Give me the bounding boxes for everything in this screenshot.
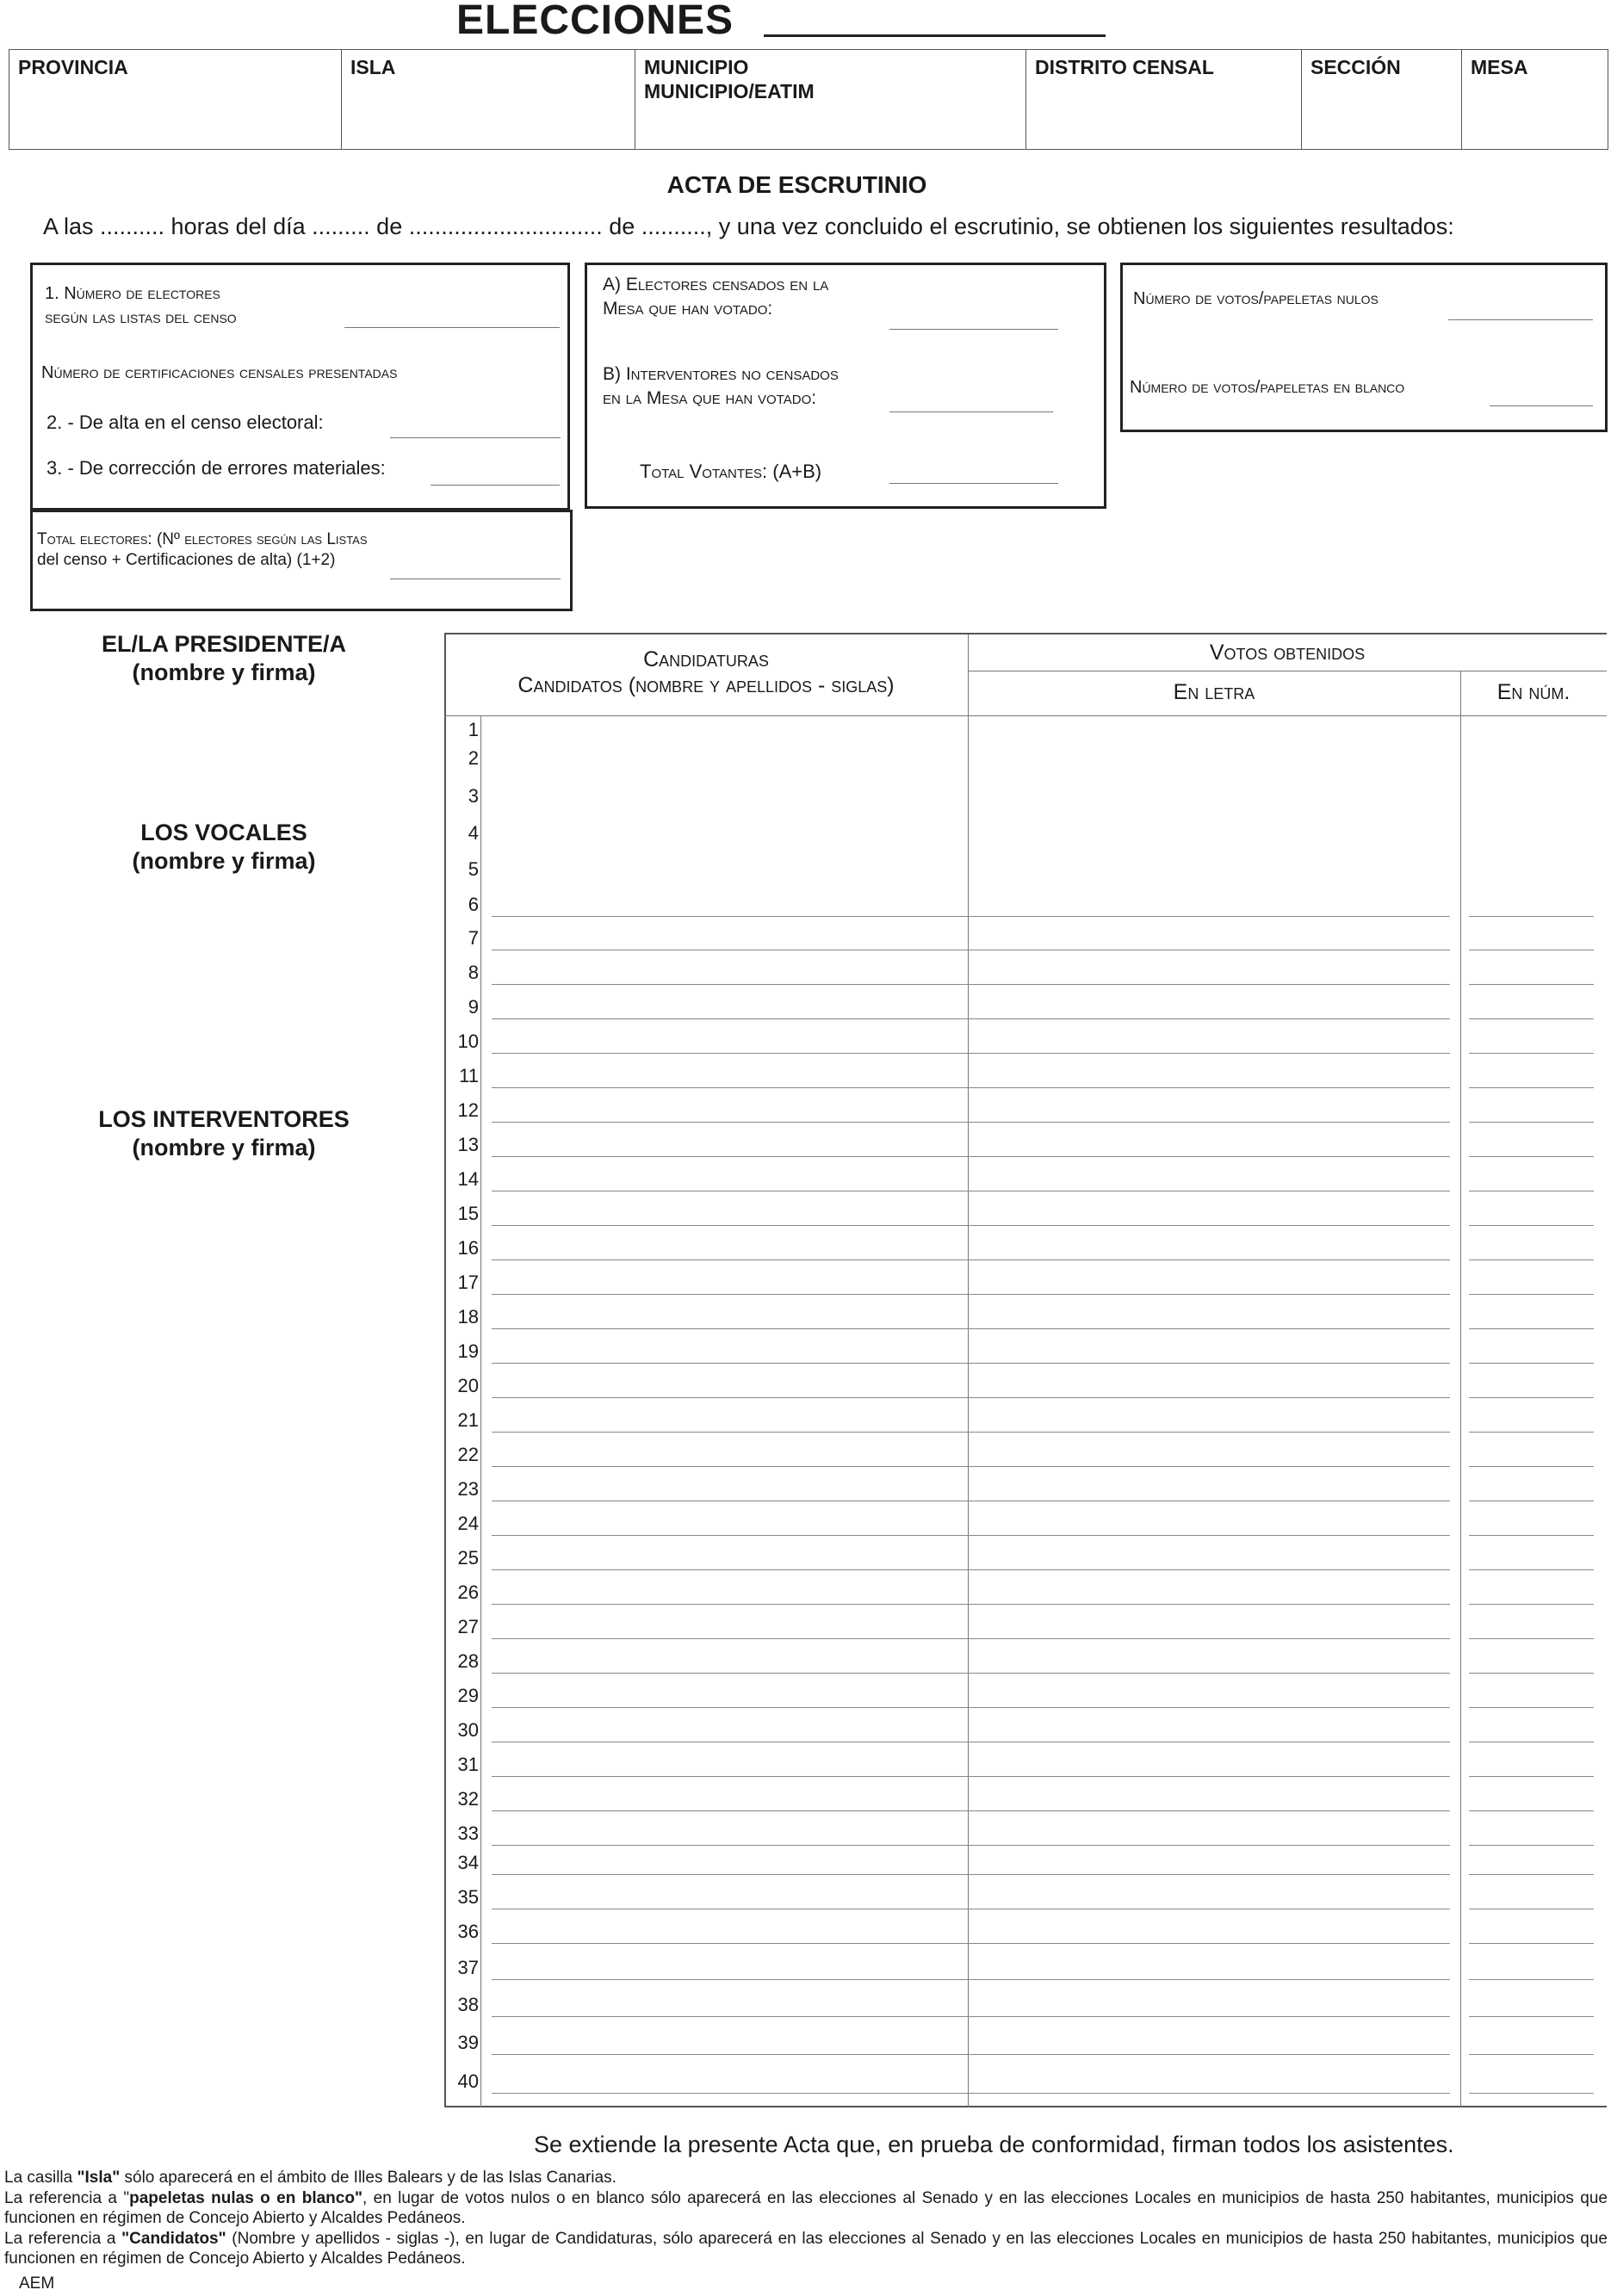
votos-letra-field[interactable]	[976, 1569, 1450, 1570]
presidente-signature	[0, 630, 448, 687]
votos-letra-field[interactable]	[976, 2054, 1450, 2055]
votos-letra-field[interactable]	[976, 1018, 1450, 1019]
en-num-header: En núm.	[1496, 680, 1571, 704]
votos-letra-field[interactable]	[976, 1535, 1450, 1536]
row-number: 10	[457, 1030, 479, 1052]
total-electores-text-1: Total electores: (Nº electores según las Listas	[37, 530, 368, 548]
votantes-a-1: A) Electores censados en la	[603, 275, 829, 294]
votos-blanco-label: Número de votos/papeletas en blanco	[1130, 378, 1405, 397]
note-isla-bold: "Isla"	[77, 2169, 121, 2187]
row-number: 33	[457, 1823, 479, 1844]
votos-num-field[interactable]	[1469, 1979, 1594, 1980]
total-electores-label-2: del censo + Certificaciones de alta) (1+2)	[37, 551, 336, 569]
interventores-signature	[0, 1105, 448, 1162]
votos-num-field[interactable]	[1469, 1707, 1594, 1708]
votos-letra-field[interactable]	[976, 1466, 1450, 1467]
note-isla	[4, 2168, 1608, 2188]
row-number: 32	[457, 1788, 479, 1810]
electores-label-1: 1. Número de electores	[45, 284, 220, 303]
row-number: 24	[457, 1513, 479, 1534]
votos-letra-field[interactable]	[976, 1328, 1450, 1329]
votos-letra-field[interactable]	[976, 1397, 1450, 1398]
votos-num-field[interactable]	[1469, 1432, 1594, 1433]
correccion-label: 3. - De corrección de errores materiales:	[46, 457, 386, 479]
total-votantes-label: Total Votantes: (A+B)	[640, 461, 822, 482]
note-papeletas-pre: La referencia a "	[4, 2189, 130, 2207]
votos-num-field[interactable]	[1469, 1638, 1594, 1639]
row-number: 35	[457, 1886, 479, 1908]
votos-letra-field[interactable]	[976, 1432, 1450, 1433]
votos-letra-field[interactable]	[976, 1087, 1450, 1088]
votos-num-field[interactable]	[1469, 1943, 1594, 1944]
votantes-a-2: Mesa que han votado:	[603, 299, 773, 319]
votos-num-field[interactable]	[1469, 1328, 1594, 1329]
row-number: 20	[457, 1375, 479, 1396]
votos-num-field[interactable]	[1469, 2093, 1594, 2094]
seccion-cell[interactable]	[1302, 50, 1462, 149]
row-number: 8	[468, 962, 479, 983]
total-electores-label-1	[37, 529, 368, 550]
alta-label: 2. - De alta en el censo electoral:	[46, 412, 324, 433]
votos-letra-field[interactable]	[976, 1673, 1450, 1674]
mesa-cell[interactable]	[1462, 50, 1608, 149]
row-number: 12	[457, 1099, 479, 1121]
row-number: 31	[457, 1754, 479, 1775]
row-number: 2	[468, 747, 479, 769]
row-number: 26	[457, 1581, 479, 1603]
provincia-label: PROVINCIA	[18, 56, 128, 78]
row-number: 16	[457, 1237, 479, 1259]
candidaturas-table	[444, 633, 1607, 2107]
row-number: 13	[457, 1134, 479, 1155]
isla-cell[interactable]	[342, 50, 635, 149]
votos-letra-field[interactable]	[976, 1707, 1450, 1708]
votos-num-field[interactable]	[1469, 1363, 1594, 1364]
vocales-title: LOS VOCALES	[140, 820, 307, 845]
row-number: 25	[457, 1547, 479, 1569]
votos-letra-field[interactable]	[976, 1294, 1450, 1295]
row-number: 40	[457, 2070, 479, 2092]
electores-field[interactable]	[344, 327, 560, 328]
note-isla-pre: La casilla	[4, 2169, 77, 2187]
votos-num-field[interactable]	[1469, 984, 1594, 985]
votos-num-field[interactable]	[1469, 1604, 1594, 1605]
votos-letra-field[interactable]	[976, 1874, 1450, 1875]
votos-letra-field[interactable]	[976, 1259, 1450, 1260]
location-header-box	[9, 49, 1608, 150]
votos-letra-field[interactable]	[976, 1363, 1450, 1364]
candidaturas-header	[444, 647, 968, 698]
votos-num-field[interactable]	[1469, 2016, 1594, 2017]
row-number: 38	[457, 1994, 479, 2015]
votos-num-field[interactable]	[1469, 1535, 1594, 1536]
vocales-signature	[0, 819, 448, 876]
acta-title: ACTA DE ESCRUTINIO	[666, 171, 927, 198]
row-number: 22	[457, 1444, 479, 1465]
note-papeletas	[4, 2188, 1608, 2228]
row-number: 6	[468, 894, 479, 915]
votantes-a-field[interactable]	[889, 329, 1058, 330]
row-number: 18	[457, 1306, 479, 1327]
mesa-label: MESA	[1471, 56, 1528, 78]
votos-letra-field[interactable]	[976, 1225, 1450, 1226]
note-papeletas-bold: papeletas nulas o en blanco"	[129, 2189, 362, 2207]
page-title: ELECCIONES	[456, 0, 734, 43]
votos-num-field[interactable]	[1469, 916, 1594, 917]
votos-num-field[interactable]	[1469, 1569, 1594, 1570]
votos-letra-field[interactable]	[976, 1638, 1450, 1639]
votos-letra-field[interactable]	[976, 1845, 1450, 1846]
votos-num-field[interactable]	[1469, 1466, 1594, 1467]
row-number: 4	[468, 822, 479, 844]
title-blank-line	[764, 34, 1106, 37]
provincia-cell[interactable]	[9, 50, 342, 149]
votos-num-field[interactable]	[1469, 1845, 1594, 1846]
row-number: 3	[468, 785, 479, 807]
municipio-cell[interactable]	[635, 50, 1026, 149]
note-isla-post: sólo aparecerá en el ámbito de Illes Balears y de las Islas Canarias.	[120, 2169, 617, 2187]
row-number: 9	[468, 996, 479, 1018]
votos-num-field[interactable]	[1469, 1053, 1594, 1054]
note-papeletas-post: , en lugar de votos nulos o en blanco sólo aparecerá en las elecciones al Senado y en las elecciones Locales en municipios de hasta 250 habitantes, municipios que funcionen en régimen de Concejo Abierto y Alcaldes Pedáneos.	[4, 2189, 1608, 2227]
table-num-divider	[480, 715, 481, 2107]
acta-intro: A las .......... horas del día ......... de .............................. de .........., y una vez concluido el escrutinio, se obtienen los siguientes resultados:	[43, 214, 1454, 239]
votos-letra-field[interactable]	[976, 1776, 1450, 1777]
footer-code: AEM	[19, 2274, 55, 2293]
votos-blanco-field[interactable]	[1490, 405, 1593, 406]
votos-num-field[interactable]	[1469, 1776, 1594, 1777]
votos-letra-field[interactable]	[976, 984, 1450, 985]
row-number: 15	[457, 1203, 479, 1224]
votos-letra-field[interactable]	[976, 1979, 1450, 1980]
votos-letra-field[interactable]	[976, 2016, 1450, 2017]
municipio-label: MUNICIPIO MUNICIPIO/EATIM	[644, 56, 815, 102]
row-number: 5	[468, 858, 479, 880]
total-votantes-field[interactable]	[889, 483, 1058, 484]
votos-letra-field[interactable]	[976, 1122, 1450, 1123]
votos-num-field[interactable]	[1469, 1673, 1594, 1674]
row-number: 36	[457, 1921, 479, 1942]
table-header-bottom	[444, 715, 1607, 716]
row-number: 14	[457, 1168, 479, 1190]
en-letra-header: En letra	[1173, 680, 1255, 704]
closing-statement: Se extiende la presente Acta que, en prueba de conformidad, firman todos los asistentes.	[534, 2132, 1454, 2157]
row-number: 21	[457, 1409, 479, 1431]
row-number: 30	[457, 1719, 479, 1741]
row-number: 7	[468, 927, 479, 949]
row-number: 27	[457, 1616, 479, 1637]
distrito-cell[interactable]	[1026, 50, 1302, 149]
votos-num-field[interactable]	[1469, 1122, 1594, 1123]
votos-num-field[interactable]	[1469, 1810, 1594, 1811]
presidente-firma: (nombre y firma)	[132, 659, 316, 685]
alta-field[interactable]	[390, 437, 561, 438]
votos-num-field[interactable]	[1469, 1397, 1594, 1398]
row-number: 1	[468, 719, 479, 740]
row-number: 23	[457, 1478, 479, 1500]
votantes-b-1: B) Interventores no censados	[603, 364, 839, 384]
seccion-label: SECCIÓN	[1310, 56, 1401, 78]
row-number: 11	[459, 1065, 479, 1086]
votos-num-field[interactable]	[1469, 1156, 1594, 1157]
electores-label-2: según las listas del censo	[45, 308, 237, 327]
row-number: 19	[457, 1340, 479, 1362]
votos-num-field[interactable]	[1469, 1225, 1594, 1226]
votos-num-field[interactable]	[1469, 1087, 1594, 1088]
row-number: 37	[457, 1957, 479, 1978]
row-number: 28	[457, 1650, 479, 1672]
votos-letra-field[interactable]	[976, 1053, 1450, 1054]
note-candidatos-pre: La referencia a	[4, 2230, 122, 2248]
presidente-title: EL/LA PRESIDENTE/A	[101, 631, 347, 657]
votos-letra-field[interactable]	[976, 1943, 1450, 1944]
candidaturas-header-1: Candidaturas	[643, 647, 769, 671]
interventores-title: LOS INTERVENTORES	[98, 1106, 350, 1132]
votos-letra-field[interactable]	[976, 1604, 1450, 1605]
votos-obtenidos-header: Votos obtenidos	[1209, 641, 1366, 665]
isla-label: ISLA	[350, 56, 396, 78]
votos-letra-field[interactable]	[976, 1156, 1450, 1157]
votantes-b-2: en la Mesa que han votado:	[603, 388, 817, 408]
votos-num-field[interactable]	[1469, 1294, 1594, 1295]
votos-num-field[interactable]	[1469, 2054, 1594, 2055]
row-number: 17	[457, 1272, 479, 1293]
row-number: 34	[457, 1852, 479, 1873]
votos-letra-field[interactable]	[976, 916, 1450, 917]
votos-num-field[interactable]	[1469, 1259, 1594, 1260]
table-left-border	[444, 634, 446, 2107]
note-candidatos-post: (Nombre y apellidos - siglas -), en lugar de Candidaturas, sólo aparecerá en las elecciones al Senado y en las elecciones Locales en municipios de hasta 250 habitantes, municipios que funcionen en régimen de Concejo Abierto y Alcaldes Pedáneos.	[4, 2230, 1608, 2268]
table-col-divider-2	[1460, 671, 1461, 2107]
table-col-divider-1	[968, 634, 969, 2107]
votos-nulos-field[interactable]	[1448, 319, 1593, 320]
candidaturas-header-2: Candidatos (nombre y apellidos - siglas)	[517, 673, 895, 697]
correccion-field[interactable]	[431, 485, 560, 486]
votos-num-field[interactable]	[1469, 1874, 1594, 1875]
row-number: 29	[457, 1685, 479, 1706]
votos-num-field[interactable]	[1469, 1018, 1594, 1019]
vocales-firma: (nombre y firma)	[132, 848, 316, 874]
row-number: 39	[457, 2032, 479, 2053]
note-candidatos-bold: "Candidatos"	[121, 2230, 226, 2248]
distrito-label: DISTRITO CENSAL	[1035, 56, 1214, 78]
certificaciones-label: Número de certificaciones censales presentadas	[41, 363, 398, 382]
note-candidatos	[4, 2229, 1608, 2268]
votos-letra-field[interactable]	[976, 1810, 1450, 1811]
votos-letra-field[interactable]	[976, 2093, 1450, 2094]
interventores-firma: (nombre y firma)	[132, 1135, 316, 1160]
votos-nulos-label: Número de votos/papeletas nulos	[1133, 289, 1379, 308]
